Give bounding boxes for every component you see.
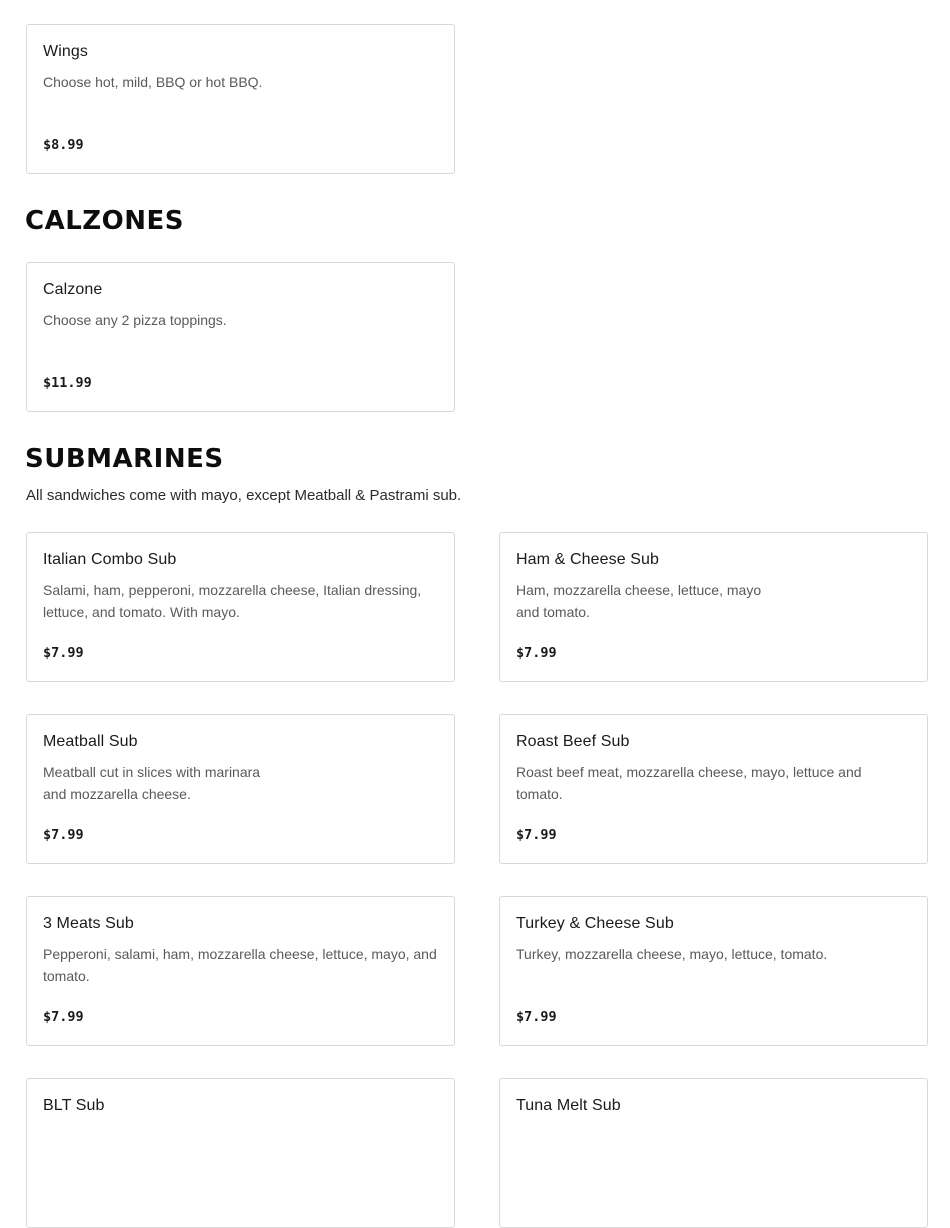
menu-item-name: Calzone (43, 281, 103, 298)
menu-item-card-roast-beef-sub[interactable] (499, 714, 928, 864)
menu-item-description-line: Meatball cut in slices with marinara (43, 764, 261, 780)
menu-item-name: Meatball Sub (43, 733, 138, 750)
menu-item-card-3-meats-sub[interactable] (26, 896, 455, 1046)
menu-item-card-italian-combo-sub[interactable] (26, 532, 455, 682)
menu-item-card-meatball-sub[interactable] (26, 714, 455, 864)
menu-item-price: $7.99 (43, 645, 84, 661)
menu-item-price: $8.99 (43, 137, 84, 153)
menu-item-card-turkey-cheese-sub[interactable] (499, 896, 928, 1046)
menu-item-description: Turkey, mozzarella cheese, mayo, lettuce, tomato. (516, 946, 828, 962)
menu-item-description-line: and mozzarella cheese. (43, 786, 191, 802)
section-title-submarines: SUBMARINES (25, 444, 224, 474)
menu-item-description-line: Ham, mozzarella cheese, lettuce, mayo (516, 582, 762, 598)
menu-item-description: Choose any 2 pizza toppings. (43, 312, 227, 328)
menu-item-price: $7.99 (516, 1009, 557, 1025)
menu-item-name: Turkey & Cheese Sub (516, 915, 674, 932)
menu-item-price: $11.99 (43, 375, 92, 391)
menu-item-name: Roast Beef Sub (516, 733, 630, 750)
section-note: All sandwiches come with mayo, except Meatball & Pastrami sub. (26, 487, 462, 504)
menu-item-name: Italian Combo Sub (43, 551, 177, 568)
menu-item-card-tuna-melt-sub[interactable] (499, 1078, 928, 1228)
section-title-calzones: CALZONES (25, 206, 184, 236)
menu-item-name: BLT Sub (43, 1097, 105, 1114)
menu-item-description: Salami, ham, pepperoni, mozzarella cheese, Italian dressing, lettuce, and tomato. With mayo. (43, 582, 422, 620)
menu-item-name: Tuna Melt Sub (516, 1097, 621, 1114)
menu-item-card-ham-cheese-sub[interactable] (499, 532, 928, 682)
menu-item-card-calzone[interactable] (26, 262, 455, 412)
menu-item-card-wings[interactable] (26, 24, 455, 174)
menu-item-price: $7.99 (516, 645, 557, 661)
menu-item-description (516, 579, 916, 623)
menu-item-price: $7.99 (516, 827, 557, 843)
menu-item-name: 3 Meats Sub (43, 915, 134, 932)
menu-item-description: Choose hot, mild, BBQ or hot BBQ. (43, 74, 263, 90)
menu-item-price: $7.99 (43, 827, 84, 843)
menu-item-name: Wings (43, 43, 88, 60)
menu-item-card-blt-sub[interactable] (26, 1078, 455, 1228)
menu-item-description-line: and tomato. (516, 604, 590, 620)
menu-item-description: Pepperoni, salami, ham, mozzarella cheese, lettuce, mayo, and tomato. (43, 946, 437, 984)
menu-item-name: Ham & Cheese Sub (516, 551, 660, 568)
menu-item-description: Roast beef meat, mozzarella cheese, mayo, lettuce and tomato. (516, 764, 862, 802)
menu-item-price: $7.99 (43, 1009, 84, 1025)
menu-item-description (43, 761, 443, 805)
